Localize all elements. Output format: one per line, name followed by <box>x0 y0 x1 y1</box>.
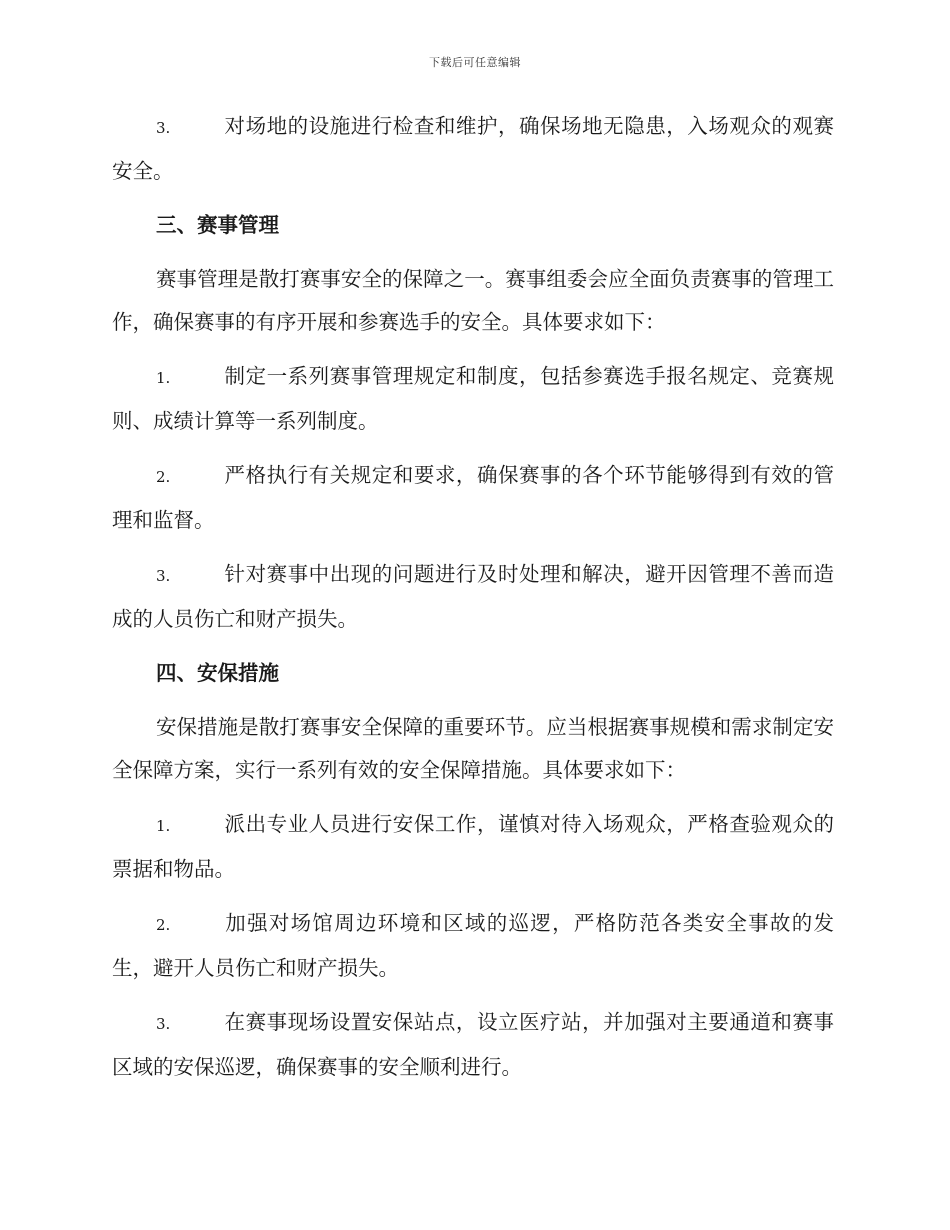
paragraph: 赛事管理是散打赛事安全的保障之一。赛事组委会应全面负责赛事的管理工作，确保赛事的有序开展和参赛选手的安全。具体要求如下： <box>112 267 834 334</box>
list-text: 对场地的设施进行检查和维护，确保场地无隐患，入场观众的观赛安全。 <box>112 114 834 183</box>
list-text: 针对赛事中出现的问题进行及时处理和解决，避开因管理不善而造成的人员伤亡和财产损失。 <box>112 562 834 631</box>
list-item <box>112 105 834 193</box>
list-item <box>112 355 834 443</box>
list-text: 制定一系列赛事管理规定和制度，包括参赛选手报名规定、竞赛规则、成绩计算等一系列制度。 <box>112 364 834 433</box>
list-number: 2. <box>156 916 171 934</box>
section-heading-security-measures: 四、安保措施 <box>156 661 279 685</box>
list-text: 在赛事现场设置安保站点，设立医疗站，并加强对主要通道和赛事区域的安保巡逻，确保赛事的安全顺利进行。 <box>112 1010 834 1079</box>
page-header: 下载后可任意编辑 <box>429 56 521 69</box>
list-item <box>112 553 834 641</box>
list-item <box>112 454 834 542</box>
section-heading-event-management: 三、赛事管理 <box>156 213 279 237</box>
list-number: 3. <box>156 119 171 137</box>
list-text: 严格执行有关规定和要求，确保赛事的各个环节能够得到有效的管理和监督。 <box>112 463 834 532</box>
list-item <box>112 803 834 891</box>
list-text: 加强对场馆周边环境和区域的巡逻，严格防范各类安全事故的发生，避开人员伤亡和财产损失。 <box>112 911 834 980</box>
list-number: 3. <box>156 567 171 585</box>
list-number: 1. <box>156 817 171 835</box>
paragraph: 安保措施是散打赛事安全保障的重要环节。应当根据赛事规模和需求制定安全保障方案，实行一系列有效的安全保障措施。具体要求如下： <box>112 715 834 782</box>
list-number: 2. <box>156 468 171 486</box>
list-number: 3. <box>156 1015 171 1033</box>
list-item <box>112 902 834 990</box>
list-item <box>112 1001 834 1089</box>
list-number: 1. <box>156 369 171 387</box>
list-text: 派出专业人员进行安保工作，谨慎对待入场观众，严格查验观众的票据和物品。 <box>112 812 834 881</box>
document-body <box>112 105 834 1100</box>
